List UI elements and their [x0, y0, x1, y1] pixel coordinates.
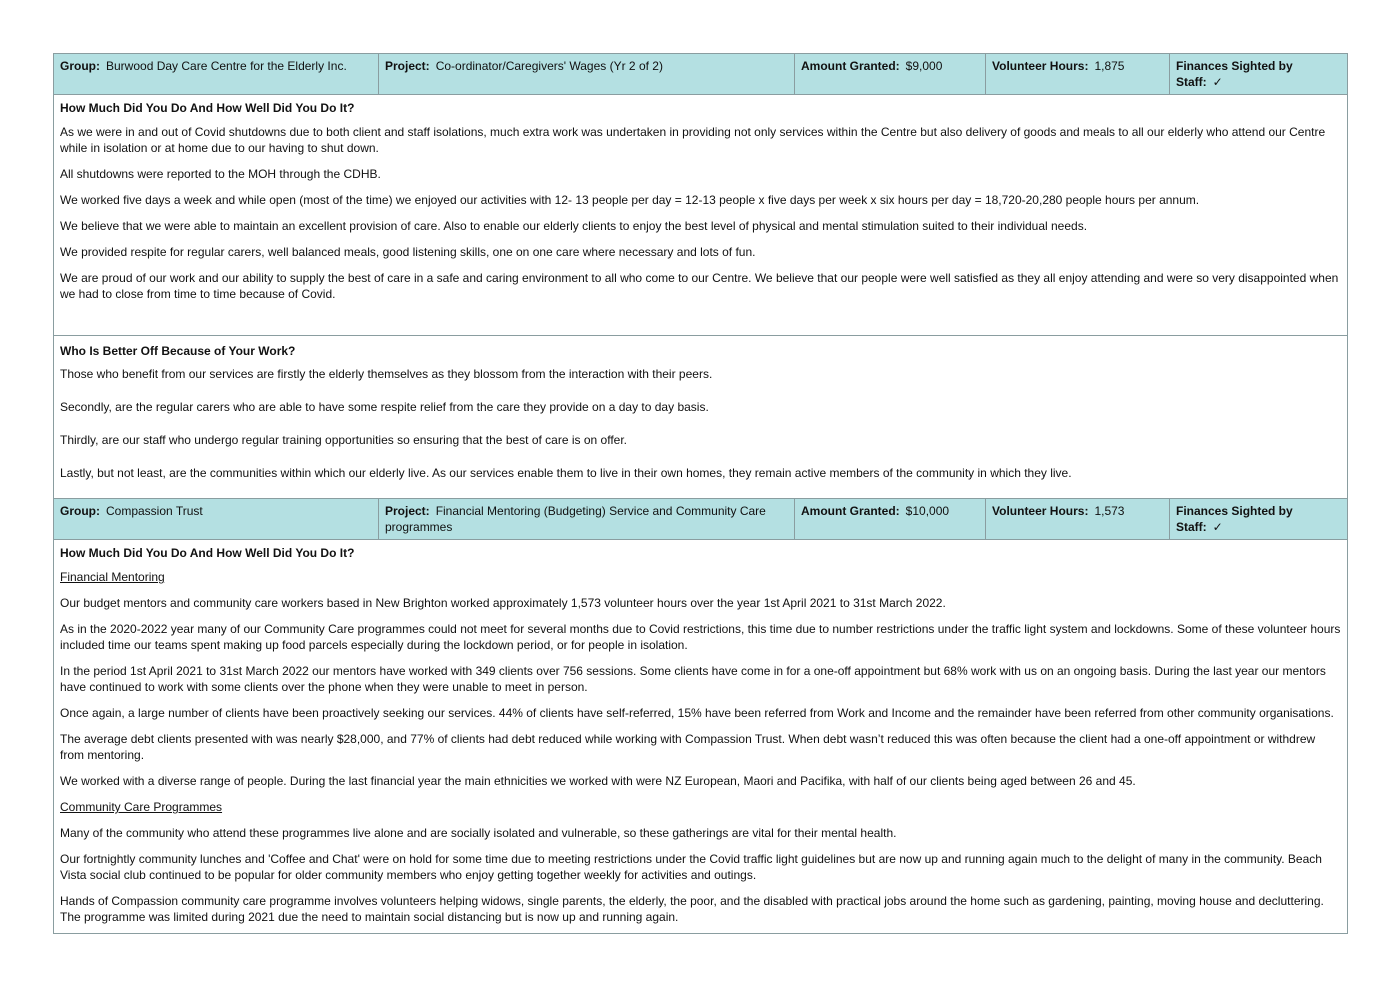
amount-granted-value: $10,000	[905, 504, 950, 518]
paragraph: Many of the community who attend these programmes live alone and are socially isolated and vulnerable, so these gatherings are vital for their mental health.	[60, 826, 897, 840]
how-much-section	[54, 95, 1348, 336]
amount-granted-cell: Amount Granted: $9,000	[795, 54, 986, 95]
paragraph: Once again, a large number of clients have been proactively seeking our services. 44% of clients have self-referred, 15% have been referred from Work and Income and the remainder have been referred from other community organisations.	[60, 706, 1334, 720]
group-header-row	[54, 499, 1348, 540]
subheading-financial-mentoring: Financial Mentoring	[60, 570, 165, 584]
group-cell: Group: Compassion Trust	[54, 499, 379, 540]
paragraph: We believe that we were able to maintain an excellent provision of care. Also to enable our elderly clients to enjoy the best level of physical and mental stimulation suited to their individual needs.	[60, 219, 1088, 233]
section-row	[54, 336, 1348, 499]
checkmark-icon: ✓	[1212, 520, 1223, 534]
finances-sighted-cell: Finances Sighted by Staff: ✓	[1170, 54, 1348, 95]
paragraph: As in the 2020-2022 year many of our Community Care programmes could not meet for several months due to Covid restrictions, this time due to number restrictions under the traffic light system and lockdowns. Some of these volunteer hours included time our teams spent making up food parcels especially during the lockdown period, or for people in isolation.	[60, 622, 1341, 652]
volunteer-hours-value: 1,573	[1094, 504, 1125, 518]
paragraph: Thirdly, are our staff who undergo regular training opportunities so ensuring that the best of care is on offer.	[60, 433, 627, 447]
project-name: Co-ordinator/Caregivers' Wages (Yr 2 of 2)	[435, 59, 663, 73]
paragraph: In the period 1st April 2021 to 31st March 2022 our mentors have worked with 349 clients over 756 sessions. Some clients have come in for a one-off appointment but 68% work with us on an ongoing basis. During the last year our mentors have continued to work with some clients over the phone when they were unable to meet in person.	[60, 664, 1326, 694]
checkmark-icon: ✓	[1212, 75, 1223, 89]
paragraph: Lastly, but not least, are the communities within which our elderly live. As our services enable them to live in their own homes, they remain active members of the community in which they live.	[60, 466, 1072, 480]
paragraph: We provided respite for regular carers, well balanced meals, good listening skills, one on one care where necessary and lots of fun.	[60, 245, 756, 259]
section-row	[54, 95, 1348, 336]
paragraph: The average debt clients presented with was nearly $28,000, and 77% of clients had debt reduced while working with Compassion Trust. When debt wasn’t reduced this was often because the client had a one-off appointment or withdrew from mentoring.	[60, 732, 1316, 762]
project-cell: Project: Co-ordinator/Caregivers' Wages (Yr 2 of 2)	[379, 54, 795, 95]
group-cell: Group: Burwood Day Care Centre for the Elderly Inc.	[54, 54, 379, 95]
group-header-row	[54, 54, 1348, 95]
subheading-community-care: Community Care Programmes	[60, 800, 223, 814]
project-cell: Project: Financial Mentoring (Budgeting) Service and Community Care programmes	[379, 499, 795, 540]
volunteer-hours-cell: Volunteer Hours: 1,875	[986, 54, 1170, 95]
paragraph: All shutdowns were reported to the MOH through the CDHB.	[60, 167, 381, 181]
volunteer-hours-cell: Volunteer Hours: 1,573	[986, 499, 1170, 540]
volunteer-hours-value: 1,875	[1094, 59, 1125, 73]
report-document	[53, 53, 1347, 934]
section-question: How Much Did You Do And How Well Did You Do It?	[60, 101, 355, 115]
group-name: Burwood Day Care Centre for the Elderly Inc.	[106, 59, 347, 73]
paragraph: We worked with a diverse range of people. During the last financial year the main ethnicities we worked with were NZ European, Maori and Pacifika, with half of our clients being aged between 26 and 45.	[60, 774, 1136, 788]
paragraph: Secondly, are the regular carers who are able to have some respite relief from the care they provide on a day to day basis.	[60, 400, 709, 414]
paragraph: As we were in and out of Covid shutdowns due to both client and staff isolations, much extra work was undertaken in providing not only services within the Centre but also delivery of goods and meals to all our elderly who attend our Centre while in isolation or at home due to our having to shut down.	[60, 125, 1326, 155]
finances-sighted-cell: Finances Sighted by Staff: ✓	[1170, 499, 1348, 540]
paragraph: Those who benefit from our services are firstly the elderly themselves as they blossom from the interaction with their peers.	[60, 367, 713, 381]
section-question: Who Is Better Off Because of Your Work?	[60, 344, 296, 358]
group-name: Compassion Trust	[106, 504, 203, 518]
section-row	[54, 540, 1348, 934]
amount-granted-cell: Amount Granted: $10,000	[795, 499, 986, 540]
section-question: How Much Did You Do And How Well Did You Do It?	[60, 546, 355, 560]
paragraph: We are proud of our work and our ability to supply the best of care in a safe and caring environment to all who come to our Centre. We believe that our people were well satisfied as they all enjoy attending and were so very disappointed when we had to close from time to time because of Covid.	[60, 271, 1339, 301]
paragraph: Our budget mentors and community care workers based in New Brighton worked approximately 1,573 volunteer hours over the year 1st April 2021 to 31st March 2022.	[60, 596, 946, 610]
paragraph: Hands of Compassion community care programme involves volunteers helping widows, single parents, the elderly, the poor, and the disabled with practical jobs around the home such as gardening, painting, moving house and decluttering. The programme was limited during 2021 due the need to maintain social distancing but is now up and running again.	[60, 894, 1324, 924]
how-much-section	[54, 540, 1348, 934]
paragraph: We worked five days a week and while open (most of the time) we enjoyed our activities with 12- 13 people per day = 12-13 people x five days per week x six hours per day = 18,720-20,280 people hours per annum.	[60, 193, 1200, 207]
amount-granted-value: $9,000	[905, 59, 943, 73]
project-name: Financial Mentoring (Budgeting) Service and Community Care programmes	[385, 504, 766, 534]
who-better-off-section	[54, 336, 1348, 499]
paragraph: Our fortnightly community lunches and 'Coffee and Chat' were on hold for some time due to meeting restrictions under the Covid traffic light guidelines but are now up and running again much to the delight of many in the community. Beach Vista social club continued to be popular for older community members who enjoy getting together weekly for activities and outings.	[60, 852, 1322, 882]
grant-report-table	[53, 53, 1348, 934]
